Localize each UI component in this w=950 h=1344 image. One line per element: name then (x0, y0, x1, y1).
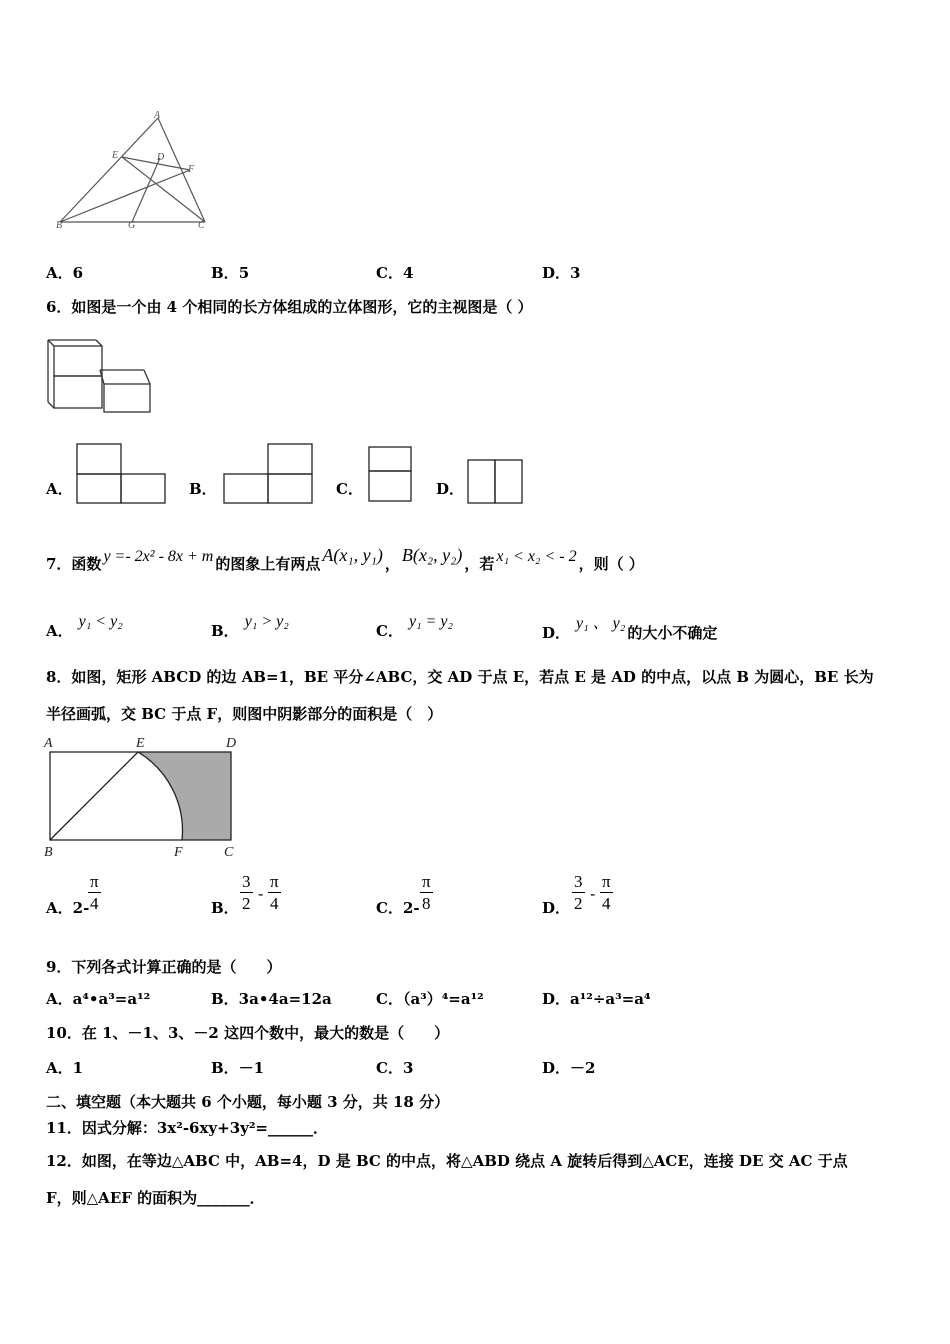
q8-question-line2: 半径画弧，交 BC 于点 F，则图中阴影部分的面积是（ ） (46, 705, 443, 723)
q8-label-b: B (44, 845, 53, 860)
q9-option-c[interactable]: C．（a³）⁴=a¹² (376, 990, 484, 1008)
q5-label-d: D (157, 152, 165, 163)
q5-option-c[interactable]: C．4 (376, 264, 414, 282)
q8-option-b-fraction1: $\frac{3}{2}$ (242, 872, 251, 913)
q7-option-b[interactable]: B．y₁ > y₂ (211, 613, 289, 640)
q8-option-c-fraction: $\frac{\pi}{8}$ (422, 872, 431, 913)
q7-function: y =- 2x² - 8x + m (103, 548, 214, 565)
q6-option-c-figure[interactable] (368, 446, 414, 504)
q11-question: 11．因式分解：3x²-6xy+3y²=______． (46, 1119, 329, 1137)
q8-option-a-fraction: $\frac{\pi}{4}$ (90, 872, 99, 913)
q6-option-b-figure[interactable] (223, 443, 315, 505)
q8-label-d: D (226, 736, 237, 751)
q9-option-d[interactable]: D．a¹²÷a³=a⁴ (542, 990, 651, 1008)
q8-option-d-fraction2: $\frac{\pi}{4}$ (602, 872, 611, 913)
q8-option-d-fraction1: $\frac{3}{2}$ (574, 872, 583, 913)
q8-option-a[interactable]: A．2- (46, 899, 90, 917)
q8-option-b[interactable]: B． (211, 899, 239, 917)
q5-option-b[interactable]: B．5 (211, 264, 250, 282)
q8-option-d[interactable]: D． (542, 899, 571, 917)
q12-question-line2: F，则△AEF 的面积为_______． (46, 1189, 265, 1207)
q5-label-a: A (154, 110, 161, 121)
q8-option-b-op: - (258, 884, 264, 903)
q8-option-b-fraction2: $\frac{\pi}{4}$ (270, 872, 279, 913)
q6-option-c-label[interactable]: C． (336, 480, 363, 498)
q12-question-line1: 12．如图，在等边△ABC 中，AB=4，D 是 BC 的中点，将△ABD 绕点 A 旋转后得到△ACE，连接 DE 交 AC 于点 (46, 1152, 848, 1170)
q10-option-d[interactable]: D．－2 (542, 1059, 596, 1077)
q8-rectangle-figure (42, 732, 247, 862)
q5-label-e: E (112, 150, 119, 161)
q6-option-a-label[interactable]: A． (46, 480, 73, 498)
q8-question-line1: 8．如图，矩形 ABCD 的边 AB=1，BE 平分∠ABC，交 AD 于点 E，若点 E 是 AD 的中点，以点 B 为圆心，BE 长为 (46, 668, 874, 686)
q5-option-d[interactable]: D．3 (542, 264, 581, 282)
q6-option-b-label[interactable]: B． (189, 480, 217, 498)
q10-question: 10．在 1、－1、3、－2 这四个数中，最大的数是（ ） (46, 1024, 450, 1042)
q9-option-b[interactable]: B．3a•4a=12a (211, 990, 332, 1008)
q6-option-d-label[interactable]: D． (436, 480, 465, 498)
q8-option-c[interactable]: C．2- (376, 899, 420, 917)
q8-label-a: A (44, 736, 53, 751)
q8-label-e: E (136, 736, 145, 751)
q5-label-c: C (198, 220, 205, 231)
q7-condition: x₁ < x₂ < - 2 (496, 548, 577, 565)
q6-3d-figure (46, 338, 156, 418)
q6-option-d-figure[interactable] (467, 458, 525, 506)
q8-label-f: F (174, 845, 183, 860)
q5-label-g: G (128, 220, 136, 231)
q7-option-c[interactable]: C．y₁ = y₂ (376, 613, 454, 640)
q7-option-a[interactable]: A．y₁ < y₂ (46, 613, 123, 640)
q7-question: 7．函数 y =- 2x² - 8x + m 的图象上有两点 A(x₁, y₁) ， B(x₂, y₂) ，若 x₁ < x₂ < - 2 ，则（ ） (46, 545, 644, 573)
q5-label-b: B (56, 220, 63, 231)
q9-question: 9．下列各式计算正确的是（ ） (46, 958, 282, 976)
q7-point-a: A(x₁, y₁) (322, 545, 383, 565)
q8-label-c: C (224, 845, 234, 860)
q9-option-a[interactable]: A．a⁴•a³=a¹² (46, 990, 151, 1008)
section-2-heading: 二、填空题（本大题共 6 个小题，每小题 3 分，共 18 分） (46, 1093, 450, 1111)
q7-point-b: B(x₂, y₂) (401, 545, 463, 565)
q10-option-c[interactable]: C．3 (376, 1059, 414, 1077)
q5-label-f: F (188, 164, 195, 175)
q5-triangle-figure (50, 110, 220, 235)
q10-option-b[interactable]: B．－1 (211, 1059, 265, 1077)
q6-option-a-figure[interactable] (76, 443, 168, 505)
q10-option-a[interactable]: A．1 (46, 1059, 84, 1077)
q7-option-d[interactable]: D．y₁ 、 y₂的大小不确定 (542, 615, 718, 642)
q8-option-d-op: - (590, 884, 596, 903)
q5-option-a[interactable]: A．6 (46, 264, 84, 282)
q6-question: 6．如图是一个由 4 个相同的长方体组成的立体图形，它的主视图是（ ） (46, 298, 533, 316)
